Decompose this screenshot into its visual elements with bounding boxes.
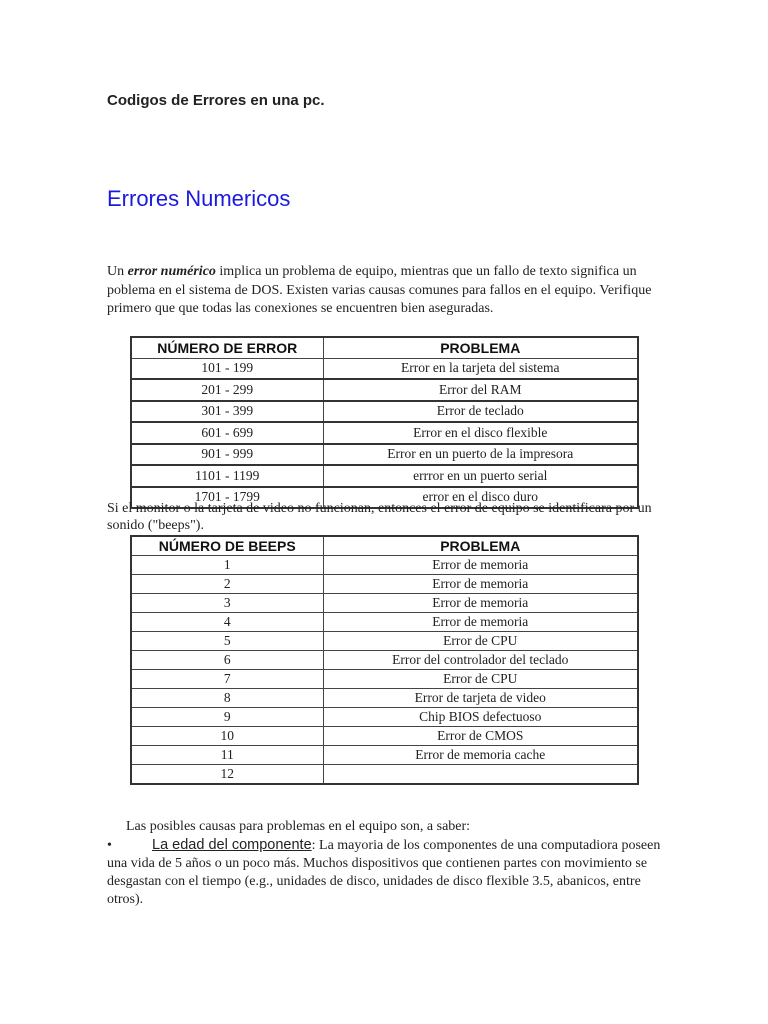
problem-cell: Error de memoria: [323, 613, 638, 632]
table-row: [131, 422, 638, 444]
problem-cell: Error de memoria: [323, 575, 638, 594]
table-row: [131, 670, 638, 689]
causes-intro-paragraph: Las posibles causas para problemas en el equipo son, a saber:: [126, 819, 471, 834]
document-title: Codigos de Errores en una pc.: [107, 92, 325, 109]
table-row: [131, 465, 638, 487]
table-row: [131, 379, 638, 401]
table-row: [131, 556, 638, 575]
beeps-note-paragraph: Si el monitor o la tarjeta de video no funcionan, entonces el error de equipo se identificara por un sonido ("beeps").: [107, 501, 652, 533]
error-range-cell: 1101 - 1199: [131, 465, 323, 487]
table-row: [131, 708, 638, 727]
problem-cell: Error de memoria cache: [323, 746, 638, 765]
beep-count-cell: 9: [131, 708, 323, 727]
bullet-icon: •: [107, 838, 112, 853]
table-row: [131, 651, 638, 670]
table-row: [131, 727, 638, 746]
column-header-problem: PROBLEMA: [323, 536, 638, 556]
table-row: [131, 444, 638, 466]
table-row: [131, 765, 638, 785]
column-header-beep-count: NÚMERO DE BEEPS: [131, 536, 323, 556]
problem-cell: Error de CMOS: [323, 727, 638, 746]
section-heading: Errores Numericos: [107, 186, 291, 211]
beep-count-cell: 10: [131, 727, 323, 746]
beep-count-cell: 7: [131, 670, 323, 689]
error-range-cell: 101 - 199: [131, 358, 323, 379]
problem-cell: Error de CPU: [323, 632, 638, 651]
error-code-table: [130, 336, 639, 509]
column-header-problem: PROBLEMA: [323, 337, 638, 358]
column-header-error-number: NÚMERO DE ERROR: [131, 337, 323, 358]
table-row: [131, 632, 638, 651]
beep-code-table: [130, 535, 639, 785]
bullet-text: La mayoria de los componentes de una computadiora poseen una vida de 5 años o un poco más. Muchos dispositivos que contienen partes con movimiento se desgastan con el tiempo (e.g., unidades de disco, unidades de disco flexible 3.5, abanicos, entre otros).: [107, 838, 661, 907]
beep-count-cell: 3: [131, 594, 323, 613]
problem-cell: Error en la tarjeta del sistema: [323, 358, 638, 379]
bullet-term: La edad del componente: [152, 837, 312, 853]
beep-count-cell: 4: [131, 613, 323, 632]
table-row: [131, 575, 638, 594]
problem-cell: Error en un puerto de la impresora: [323, 444, 638, 466]
table-header-row: [131, 337, 638, 358]
table-row: [131, 689, 638, 708]
error-range-cell: 601 - 699: [131, 422, 323, 444]
table-row: [131, 746, 638, 765]
table-row: [131, 594, 638, 613]
problem-cell: Error del RAM: [323, 379, 638, 401]
table-row: [131, 358, 638, 379]
problem-cell: Error de memoria: [323, 594, 638, 613]
problem-cell: Chip BIOS defectuoso: [323, 708, 638, 727]
beep-count-cell: 1: [131, 556, 323, 575]
problem-cell: [323, 765, 638, 785]
error-range-cell: 201 - 299: [131, 379, 323, 401]
beep-count-cell: 5: [131, 632, 323, 651]
intro-rest: implica un problema de equipo, mientras que un fallo de texto significa un poblema en el sistema de DOS. Existen varias causas comunes para fallos en el equipo. Verifique primero que que todas las conexiones se encuentren bien aseguradas.: [107, 264, 652, 316]
problem-cell: Error de memoria: [323, 556, 638, 575]
problem-cell: error en el disco duro: [323, 487, 638, 509]
intro-emphasis: error numérico: [127, 264, 216, 279]
bullet-list-item: [107, 836, 663, 909]
error-range-cell: 1701 - 1799: [131, 487, 323, 509]
problem-cell: Error de CPU: [323, 670, 638, 689]
bullet-colon: :: [311, 838, 316, 853]
beep-count-cell: 2: [131, 575, 323, 594]
table-header-row: [131, 536, 638, 556]
intro-paragraph: [107, 263, 667, 319]
error-range-cell: 901 - 999: [131, 444, 323, 466]
problem-cell: Error de teclado: [323, 401, 638, 423]
beep-count-cell: 8: [131, 689, 323, 708]
beep-count-cell: 12: [131, 765, 323, 785]
problem-cell: Error de tarjeta de video: [323, 689, 638, 708]
beep-count-cell: 6: [131, 651, 323, 670]
table-row: [131, 613, 638, 632]
intro-prefix: Un: [107, 264, 128, 279]
error-range-cell: 301 - 399: [131, 401, 323, 423]
problem-cell: errror en un puerto serial: [323, 465, 638, 487]
beep-count-cell: 11: [131, 746, 323, 765]
problem-cell: Error del controlador del teclado: [323, 651, 638, 670]
problem-cell: Error en el disco flexible: [323, 422, 638, 444]
table-row: [131, 401, 638, 423]
